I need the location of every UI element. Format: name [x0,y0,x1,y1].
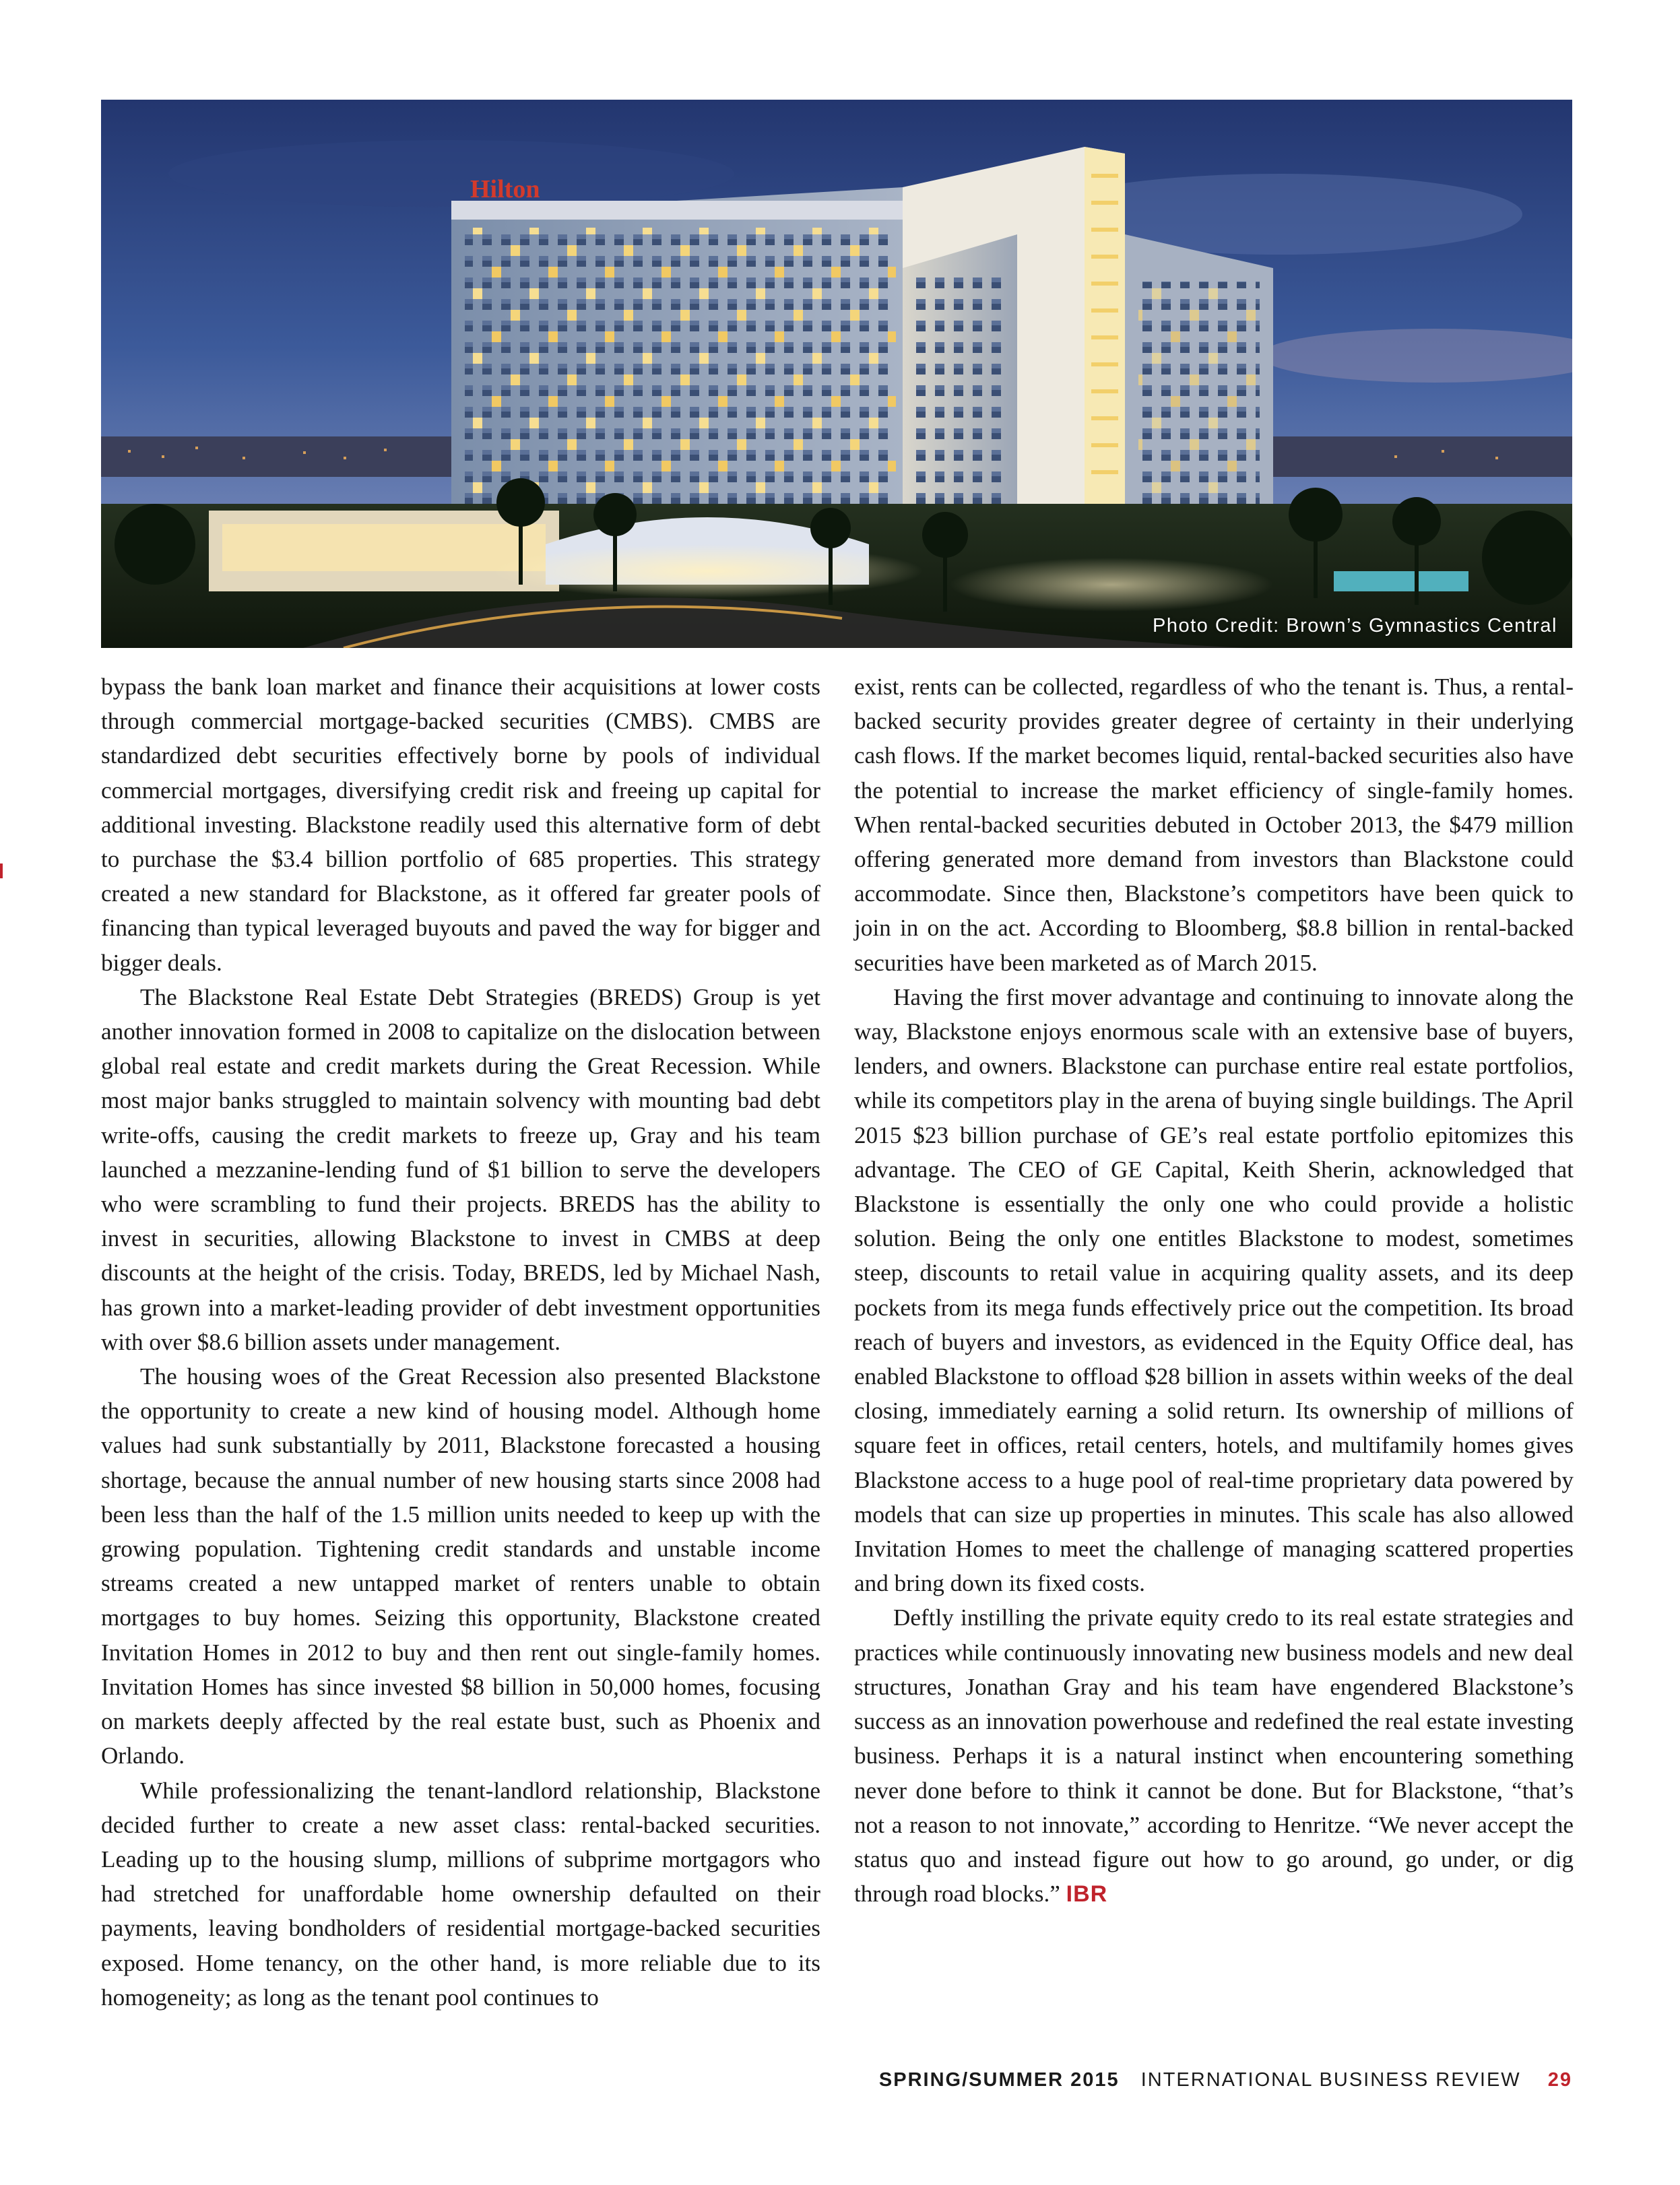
photo-credit: Photo Credit: Brown’s Gymnastics Central [1152,615,1557,637]
hilton-sign: Hilton [470,175,540,203]
article-paragraph-text: Deftly instilling the private equity credo to its real estate strategies and practices while continuously innovating new business models and new deal structures, Jonathan Gray and his team have engendered Blackstone’s success as an innovation powerhouse and redefined the real estate investing business. Perhaps it is a natural instinct when encountering something never done before to think it cannot be done. But for Blackstone, “that’s not a reason to not innovate,” according to Henritze. “We never accept the status quo and instead figure out how to go around, go under, or dig through road blocks.” [854,1604,1574,1907]
hotel-photo [101,100,1572,648]
footer-issue: SPRING/SUMMER 2015 [878,2069,1120,2091]
hotel-photo-illustration [101,100,1572,648]
article-paragraph: While professionalizing the tenant-landlord relationship, Blackstone decided further to create a new asset class: rental-backed securities. Leading up to the housing slump, millions of subprime mortgagors who had stretched for unaffordable home ownership defaulted on their payments, leaving bondholders of residential mortgage-backed securities exposed. Home tenancy, on the other hand, is more reliable due to its homogeneity; as long as the tenant pool continues to [101,1777,820,2011]
article-column-right [854,670,1574,1912]
article-column-left [101,670,820,2015]
article-paragraph-final [854,1600,1574,1912]
article-paragraph: exist, rents can be collected, regardless of who the tenant is. Thus, a rental-backed security provides greater degree of certainty in their underlying cash flows. If the market becomes liquid, rental-backed securities also have the potential to increase the market efficiency of single-family homes. When rental-backed securities debuted in October 2013, the $479 million offering generated more demand from investors than Blackstone could accommodate. Since then, Blackstone’s competitors have been quick to join in on the act. According to Bloomberg, $8.8 billion in rental-backed securities have been marketed as of March 2015. [854,674,1574,976]
article-paragraph: The housing woes of the Great Recession also presented Blackstone the opportunity to create a new kind of housing model. Although home values had sunk substantially by 2011, Blackstone forecasted a housing shortage, because the annual number of new housing starts since 2008 had been less than the half of the 1.5 million units needed to keep up with the growing population. Tightening credit standards and unstable income streams created a new untapped market of renters unable to obtain mortgages to buy homes. Seizing this opportunity, Blackstone created Invitation Homes in 2012 to buy and then rent out single-family homes. Invitation Homes has since invested $8 billion in 50,000 homes, focusing on markets deeply affected by the real estate bust, such as Phoenix and Orlando. [101,1363,820,1769]
ibr-end-mark: IBR [1066,1881,1108,1907]
article-paragraph: Having the first mover advantage and continuing to innovate along the way, Blackstone enjoys enormous scale with an extensive base of buyers, lenders, and owners. Blackstone can purchase entire real estate portfolios, while its competitors play in the arena of buying single buildings. The April 2015 $23 billion purchase of GE’s real estate portfolio epitomizes this advantage. The CEO of GE Capital, Keith Sherin, acknowledged that Blackstone is essentially the only one who could provide a holistic solution. Being the only one entitles Blackstone to modest, sometimes steep, discounts to retail value in acquiring quality assets, and its deep pockets from its mega funds effectively price out the competition. Its broad reach of buyers and investors, as evidenced in the Equity Office deal, has enabled Blackstone to offload $28 billion in assets within weeks of the deal closing, immediately earning a solid return. Its ownership of millions of square feet in offices, retail centers, hotels, and multifamily homes gives Blackstone access to a huge pool of real-time proprietary data powered by models that can size up properties in minutes. This scale has also allowed Invitation Homes to meet the challenge of managing scattered properties and bring down its fixed costs. [854,983,1574,1597]
article-paragraph: bypass the bank loan market and finance their acquisitions at lower costs through commercial mortgage-backed securities (CMBS). CMBS are standardized debt securities effectively borne by pools of individual commercial mortgages, diversifying credit risk and freeing up capital for additional investing. Blackstone readily used this alternative form of debt to purchase the $3.4 billion portfolio of 685 properties. This strategy created a new standard for Blackstone, as it offered far greater pools of financing than typical leveraged buyouts and paved the way for bigger and bigger deals. [101,674,820,976]
article-paragraph: The Blackstone Real Estate Debt Strategies (BREDS) Group is yet another innovation formed in 2008 to capitalize on the dislocation between global real estate and credit markets during the Great Recession. While most major banks struggled to maintain solvency with mounting bad debt write-offs, causing the credit markets to freeze up, Gray and his team launched a mezzanine-lending fund of $1 billion to serve the developers who were scrambling to fund their projects. BREDS has the ability to invest in securities, allowing Blackstone to invest in CMBS at deep discounts at the height of the crisis. Today, BREDS, led by Michael Nash, has grown into a market-leading provider of debt investment opportunities with over $8.6 billion assets under management. [101,983,820,1355]
footer-magazine: INTERNATIONAL BUSINESS REVIEW [1140,2069,1521,2091]
page-footer [879,2069,1572,2091]
margin-mark [0,863,3,878]
page-number: 29 [1547,2069,1572,2091]
